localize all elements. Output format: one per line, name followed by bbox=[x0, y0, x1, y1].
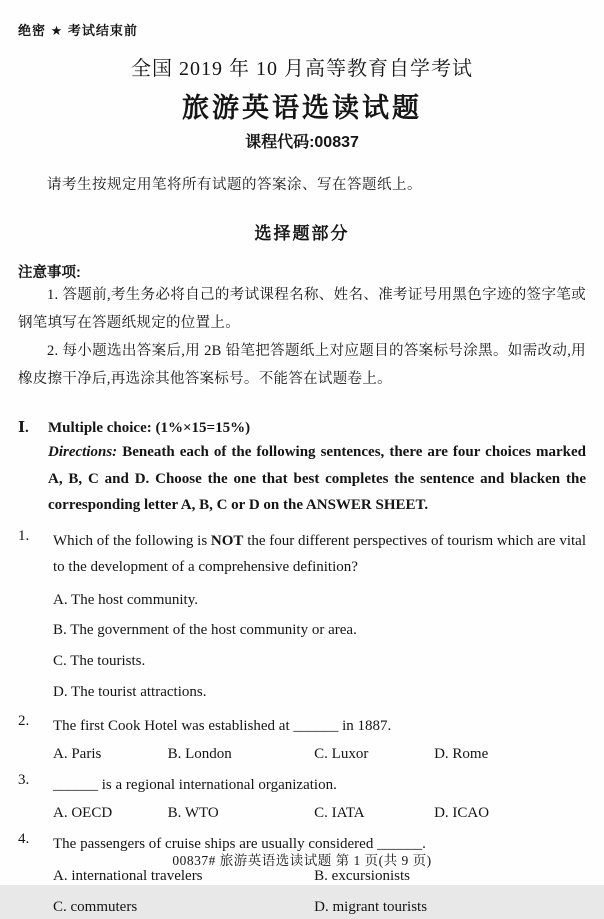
page-footer: 00837# 旅游英语选读试题 第 1 页(共 9 页) bbox=[172, 853, 432, 868]
option-list bbox=[53, 746, 586, 763]
question bbox=[18, 528, 586, 704]
option-a: A. international travelers bbox=[53, 868, 203, 885]
question-stem: Which of the following is NOT the four different perspectives of tourism which are vital to the development of a comprehensive definition? bbox=[53, 533, 587, 576]
option-d: D. migrant tourists bbox=[314, 899, 428, 915]
question-stem: The passengers of cruise ships are usually considered ______. bbox=[53, 836, 426, 852]
option-a: A. OECD bbox=[53, 805, 113, 821]
note-item-1: 1. 答题前,考生务必将自己的考试课程名称、姓名、准考证号用黑色字迹的签字笔或钢笔填写在答题纸规定的位置上。 bbox=[18, 287, 586, 331]
security-classification: 绝密 ★ 考试结束前 bbox=[18, 23, 138, 38]
question-stem: The first Cook Hotel was established at ______ in 1887. bbox=[53, 717, 392, 734]
option-d: D. Rome bbox=[434, 745, 489, 762]
question-number: 3. bbox=[18, 771, 30, 788]
option-a: A. Paris bbox=[53, 745, 102, 762]
course-code: 课程代码:00837 bbox=[245, 134, 359, 151]
option-c: C. IATA bbox=[314, 805, 365, 821]
exam-notes bbox=[18, 261, 586, 394]
option-list bbox=[53, 805, 586, 822]
option-c: C. The tourists. bbox=[53, 653, 146, 669]
directions-label: Directions: bbox=[48, 443, 118, 460]
option-d: D. The tourist attractions. bbox=[53, 683, 207, 700]
note-item-2: 2. 每小题选出答案后,用 2B 铅笔把答题纸上对应题目的答案标号涂黑。如需改动,用橡皮擦干净后,再选涂其他答案标号。不能答在试题卷上。 bbox=[18, 342, 586, 387]
option-b: B. WTO bbox=[167, 805, 219, 821]
question bbox=[18, 772, 586, 822]
question bbox=[18, 713, 586, 763]
option-c: C. commuters bbox=[53, 899, 138, 915]
exam-session-title: 全国 2019 年 10 月高等教育自学考试 bbox=[131, 58, 473, 80]
question-number: 1. bbox=[18, 528, 30, 544]
question-number: 4. bbox=[18, 831, 30, 847]
option-list bbox=[53, 590, 586, 704]
question-stem: ______ is a regional international organization. bbox=[53, 776, 337, 793]
option-b: B. excursionists bbox=[314, 868, 410, 885]
option-a: A. The host community. bbox=[53, 591, 198, 608]
notes-title: 注意事项: bbox=[18, 265, 81, 281]
option-b: B. London bbox=[167, 745, 232, 762]
paper-title: 旅游英语选读试题 bbox=[182, 93, 422, 123]
section-heading: 选择题部分 bbox=[254, 224, 350, 243]
answer-sheet-notice: 请考生按规定用笔将所有试题的答案涂、写在答题纸上。 bbox=[47, 177, 422, 193]
part1-directions bbox=[48, 439, 586, 519]
question bbox=[18, 831, 586, 919]
option-c: C. Luxor bbox=[314, 745, 369, 762]
directions-text: Beneath each of the following sentences, there are four choices marked A, B, C and D. Choose the one that best completes the sentence and blacken the corresponding letter A, B, C or D on the ANSWER SHEET. bbox=[48, 443, 586, 514]
part1-heading bbox=[18, 418, 586, 437]
option-b: B. The government of the host community or area. bbox=[53, 622, 357, 639]
question-number: 2. bbox=[18, 712, 30, 729]
part1-heading-text: Multiple choice: (1%×15=15%) bbox=[48, 419, 251, 436]
option-d: D. ICAO bbox=[434, 805, 490, 821]
part1-numeral: Ⅰ. bbox=[18, 419, 29, 436]
